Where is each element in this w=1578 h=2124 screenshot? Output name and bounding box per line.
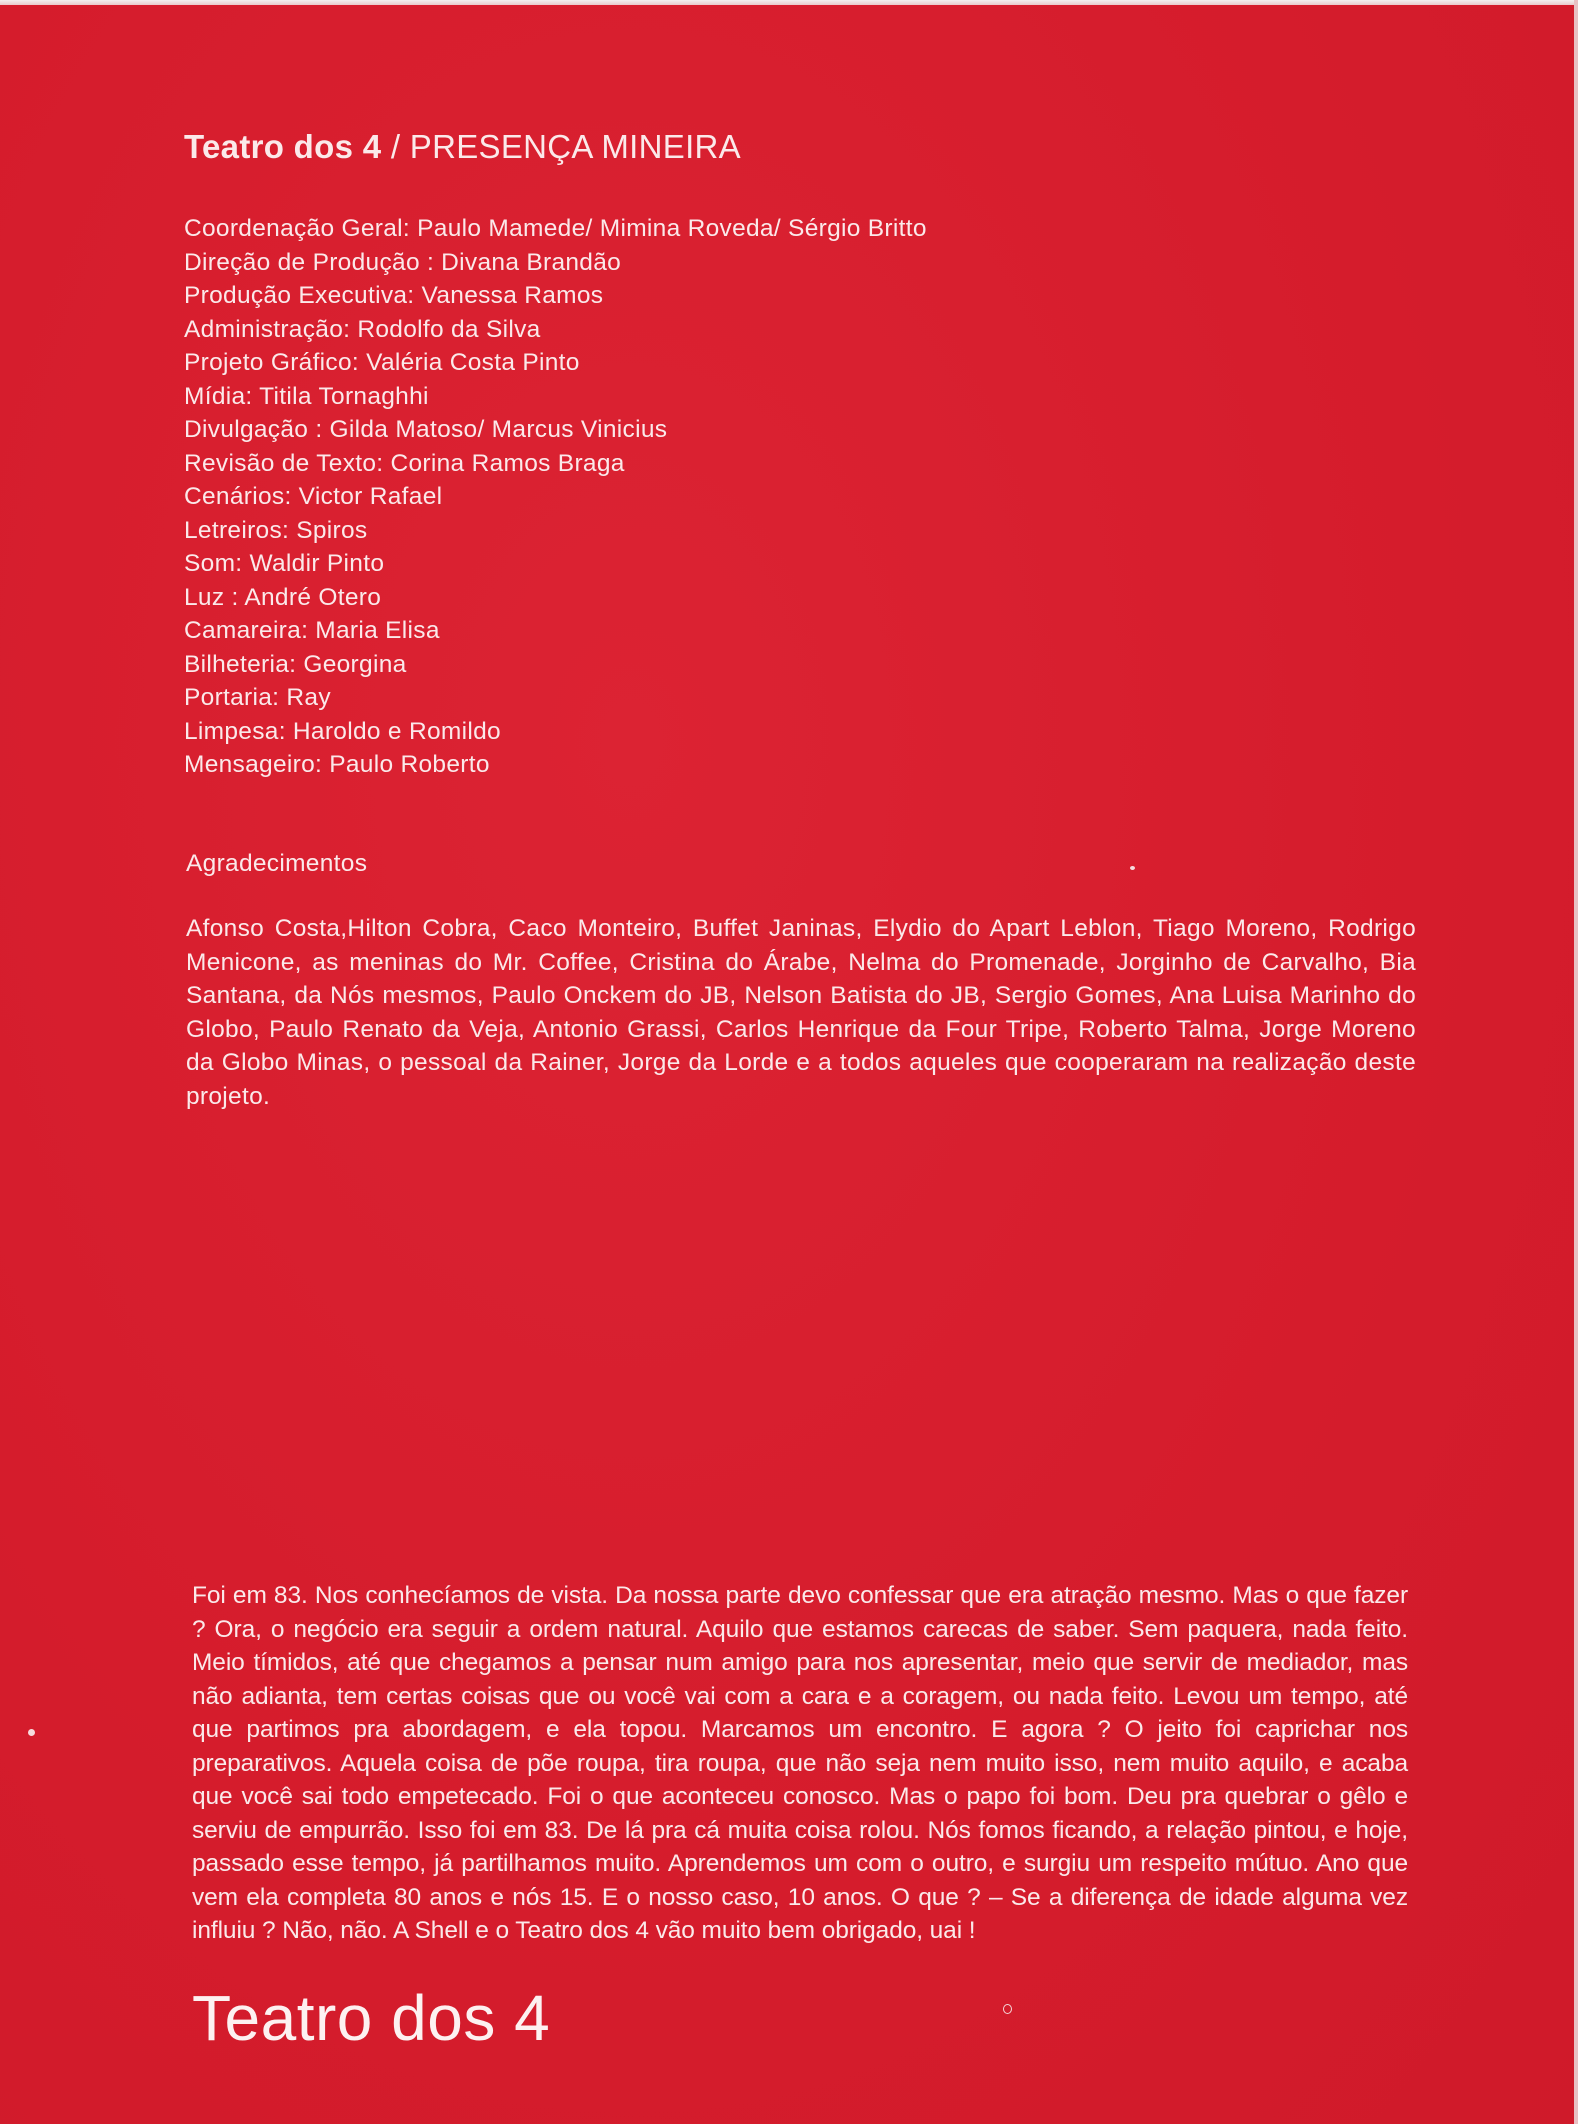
credit-line: Letreiros: Spiros <box>184 516 368 544</box>
story-paragraph: Foi em 83. Nos conhecíamos de vista. Da nossa parte devo confessar que era atração mesmo. Mas o que fazer ? Ora, o negócio era seguir a ordem natural. Aquilo que estamos carecas de saber. Sem paquera, nada feito. Meio tímidos, até que chegamos a pensar num amigo para nos apresentar, meio que servir de mediador, mas não adianta, tem certas coisas que ou você vai com a cara e a coragem, ou nada feito. Levou um tempo, até que partimos pra abordagem, e ela topou. Marcamos um encontro. E agora ? O jeito foi caprichar nos preparativos. Aquela coisa de põe roupa, tira roupa, que não seja nem muito isso, nem muito aquilo, e acaba que você sai todo empetecado. Foi o que aconteceu conosco. Mas o papo foi bom. Deu pra quebrar o gêlo e serviu de empurrão. Isso foi em 83. De lá pra cá muita coisa rolou. Nós fomos ficando, a relação pintou, e hoje, passado esse tempo, já partilhamos muito. Aprendemos um com o outro, e surgiu um respeito mútuo. Ano que vem ela completa 80 anos e nós 15. E o nosso caso, 10 anos. O que ? – Se a diferença de idade alguma vez influiu ? Não, não. A Shell e o Teatro dos 4 vão muito bem obrigado, uai ! <box>192 1582 1408 1944</box>
signature-logo: Teatro dos 4 <box>192 1982 551 2054</box>
credit-line: Bilheteria: Georgina <box>184 650 407 678</box>
credit-line: Mensageiro: Paulo Roberto <box>184 751 490 778</box>
credit-line: Revisão de Texto: Corina Ramos Braga <box>184 449 625 477</box>
credit-line: Projeto Gráfico: Valéria Costa Pinto <box>184 349 580 376</box>
paper-mark <box>1003 2004 1012 2014</box>
credit-line: Portaria: Ray <box>184 684 331 711</box>
credit-line: Cenários: Victor Rafael <box>184 483 443 510</box>
acknowledgements-title: Agradecimentos <box>186 850 368 877</box>
page-heading <box>184 128 741 166</box>
credits-list <box>184 212 927 782</box>
credit-line: Divulgação : Gilda Matoso/ Marcus Vinicius <box>184 416 668 443</box>
paper-speck <box>1130 866 1135 870</box>
credit-line: Luz : André Otero <box>184 583 382 611</box>
credit-line: Coordenação Geral: Paulo Mamede/ Mimina Roveda/ Sérgio Britto <box>184 215 927 242</box>
credit-line: Camareira: Maria Elisa <box>184 617 440 644</box>
page-top-edge <box>0 0 1578 5</box>
heading-bold: Teatro dos 4 <box>184 128 382 165</box>
paper-speck <box>28 1729 35 1736</box>
heading-subtitle: / PRESENÇA MINEIRA <box>381 128 741 165</box>
credit-line: Som: Waldir Pinto <box>184 550 385 577</box>
acknowledgements-text: Afonso Costa,Hilton Cobra, Caco Monteiro, Buffet Janinas, Elydio do Apart Leblon, Tiago Moreno, Rodrigo Menicone, as meninas do Mr. Coffee, Cristina do Árabe, Nelma do Promenade, Jorginho de Carvalho, Bia Santana, da Nós mesmos, Paulo Onckem do JB, Nelson Batista do JB, Sergio Gomes, Ana Luisa Marinho do Globo, Paulo Renato da Veja, Antonio Grassi, Carlos Henrique da Four Tripe, Roberto Talma, Jorge Moreno da Globo Minas, o pessoal da Rainer, Jorge da Lorde e a todos aqueles que cooperaram na realização deste projeto. <box>186 915 1416 1110</box>
credit-line: Produção Executiva: Vanessa Ramos <box>184 282 604 309</box>
credit-line: Mídia: Titila Tornaghhi <box>184 382 429 410</box>
credit-line: Limpesa: Haroldo e Romildo <box>184 717 501 745</box>
credit-line: Administração: Rodolfo da Silva <box>184 315 541 343</box>
credit-line: Direção de Produção : Divana Brandão <box>184 248 622 276</box>
page-right-edge <box>1574 0 1578 2124</box>
